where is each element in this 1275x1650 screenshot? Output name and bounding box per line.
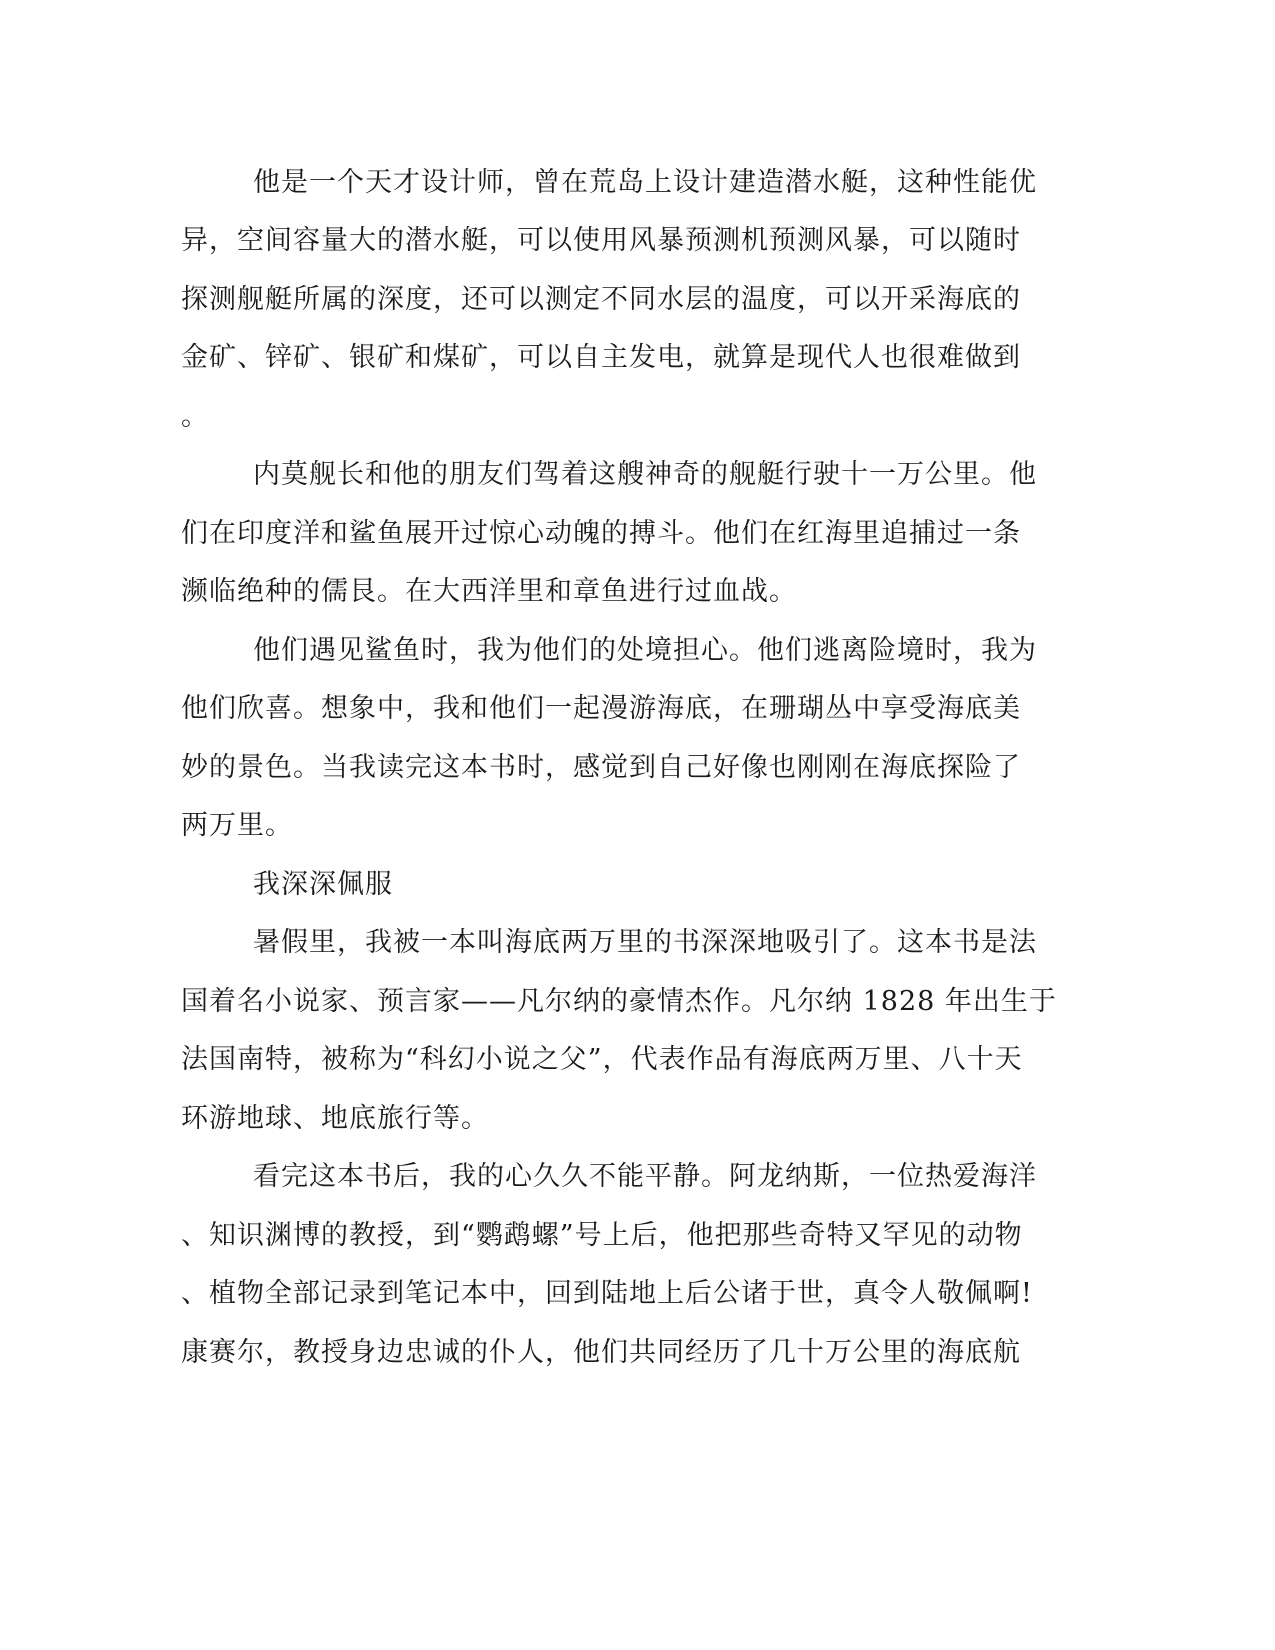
paragraph-line: 国着名小说家、预言家——凡尔纳的豪情杰作。凡尔纳 1828 年出生于: [181, 986, 1057, 1017]
paragraph-line: 、知识渊博的教授，到“鹦鹉螺”号上后，他把那些奇特又罕见的动物: [181, 1220, 1023, 1251]
paragraph-line: 金矿、锌矿、银矿和煤矿，可以自主发电，就算是现代人也很难做到: [181, 342, 1021, 373]
paragraph-line: 康赛尔，教授身边忠诚的仆人，他们共同经历了几十万公里的海底航: [181, 1337, 1021, 1368]
paragraph-line: 异，空间容量大的潜水艇，可以使用风暴预测机预测风暴，可以随时: [181, 225, 1021, 256]
paragraph-line: 看完这本书后，我的心久久不能平静。阿龙纳斯，一位热爱海洋: [253, 1161, 1037, 1192]
paragraph-line: 探测舰艇所属的深度，还可以测定不同水层的温度，可以开采海底的: [181, 284, 1021, 315]
paragraph-line: 他们遇见鲨鱼时，我为他们的处境担心。他们逃离险境时，我为: [253, 635, 1037, 666]
section-heading: 我深深佩服: [253, 869, 393, 900]
paragraph-line: 濒临绝种的儒艮。在大西洋里和章鱼进行过血战。: [181, 576, 797, 607]
paragraph-line: 法国南特，被称为“科幻小说之父”，代表作品有海底两万里、八十天: [181, 1044, 1023, 1075]
paragraph-line: 。: [181, 401, 209, 432]
paragraph-line: 暑假里，我被一本叫海底两万里的书深深地吸引了。这本书是法: [253, 927, 1037, 958]
paragraph-line: 两万里。: [181, 810, 293, 841]
paragraph-line: 他是一个天才设计师，曾在荒岛上设计建造潜水艇，这种性能优: [253, 167, 1037, 198]
paragraph-line: 内莫舰长和他的朋友们驾着这艘神奇的舰艇行驶十一万公里。他: [253, 459, 1037, 490]
paragraph-line: 、植物全部记录到笔记本中，回到陆地上后公诸于世，真令人敬佩啊!: [181, 1278, 1033, 1309]
paragraph-line: 们在印度洋和鲨鱼展开过惊心动魄的搏斗。他们在红海里追捕过一条: [181, 518, 1021, 549]
paragraph-line: 他们欣喜。想象中，我和他们一起漫游海底，在珊瑚丛中享受海底美: [181, 693, 1021, 724]
paragraph-line: 环游地球、地底旅行等。: [181, 1103, 489, 1134]
paragraph-line: 妙的景色。当我读完这本书时，感觉到自己好像也刚刚在海底探险了: [181, 752, 1021, 783]
